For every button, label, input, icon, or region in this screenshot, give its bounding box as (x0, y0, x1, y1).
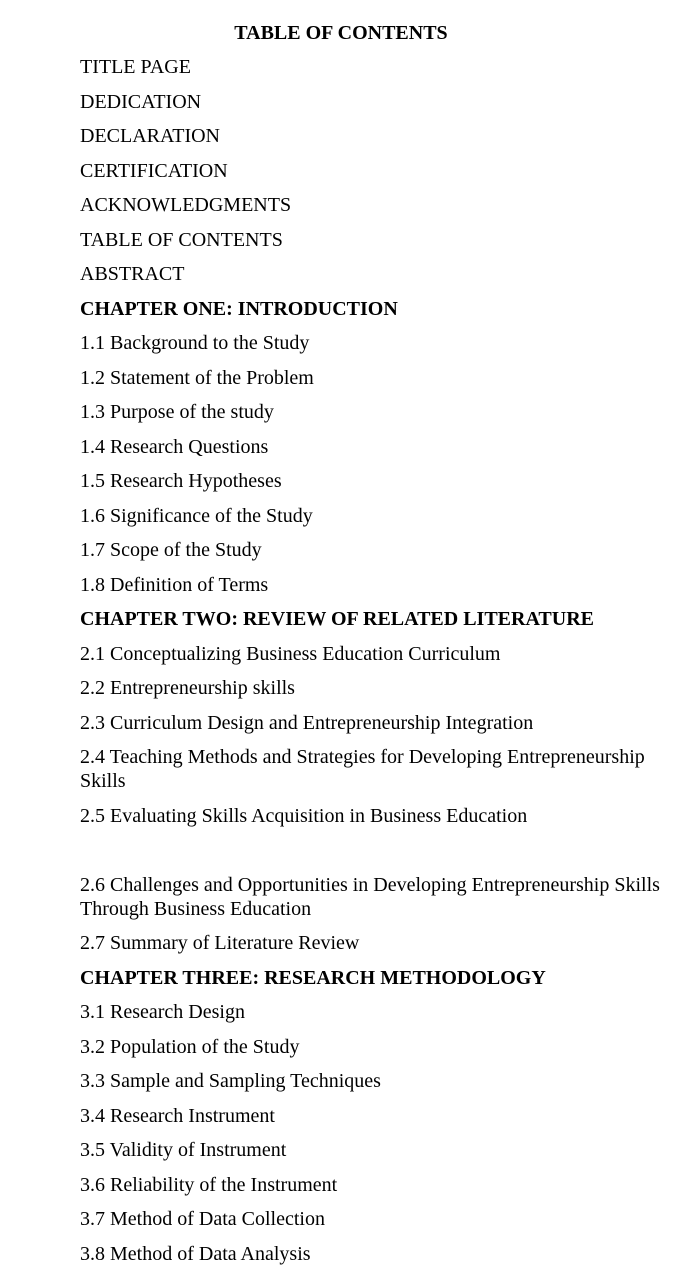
toc-entry: DECLARATION (80, 125, 220, 147)
toc-entry: 3.5 Validity of Instrument (80, 1139, 287, 1161)
toc-chapter-heading: CHAPTER ONE: INTRODUCTION (80, 297, 398, 320)
toc-entry: 1.6 Significance of the Study (80, 504, 313, 527)
page-title: TABLE OF CONTENTS (234, 22, 448, 44)
toc-entry: 3.1 Research Design (80, 1001, 245, 1023)
toc-entry: 1.8 Definition of Terms (80, 573, 269, 596)
toc-entry: 3.3 Sample and Sampling Techniques (80, 1070, 381, 1092)
toc-entry: DEDICATION (80, 90, 202, 113)
toc-entry: 1.5 Research Hypotheses (80, 470, 282, 492)
toc-chapter-heading: CHAPTER TWO: REVIEW OF RELATED LITERATURE (80, 608, 594, 630)
toc-entry: 2.4 Teaching Methods and Strategies for Developing Entrepreneurship Skills (80, 746, 645, 792)
toc-entry: 2.2 Entrepreneurship skills (80, 677, 295, 699)
toc-entry: 1.3 Purpose of the study (80, 401, 274, 423)
toc-entry: 2.5 Evaluating Skills Acquisition in Business Education (80, 804, 528, 827)
toc-entry: TABLE OF CONTENTS (80, 228, 283, 251)
toc-entry: CERTIFICATION (80, 159, 228, 182)
toc-entry: 2.7 Summary of Literature Review (80, 932, 360, 954)
toc-entry: 1.1 Background to the Study (80, 332, 310, 354)
toc-entry: 3.8 Method of Data Analysis (80, 1242, 311, 1265)
toc-entry: TITLE PAGE (80, 56, 191, 78)
toc-entry: 2.3 Curriculum Design and Entrepreneurship Integration (80, 711, 534, 734)
toc-entry: ABSTRACT (80, 263, 185, 285)
toc-entry: 3.6 Reliability of the Instrument (80, 1173, 338, 1196)
toc-entry: 1.7 Scope of the Study (80, 539, 262, 561)
toc-chapter-heading: CHAPTER THREE: RESEARCH METHODOLOGY (80, 966, 546, 989)
toc-entry: 3.4 Research Instrument (80, 1104, 275, 1127)
toc-entry: ACKNOWLEDGMENTS (80, 194, 292, 216)
toc-list (80, 55, 660, 1276)
toc-entry: 2.1 Conceptualizing Business Education Curriculum (80, 642, 501, 665)
toc-entry: 1.2 Statement of the Problem (80, 366, 314, 389)
toc-entry: 3.2 Population of the Study (80, 1035, 300, 1058)
toc-entry: 3.7 Method of Data Collection (80, 1208, 325, 1230)
toc-entry: 2.6 Challenges and Opportunities in Developing Entrepreneurship Skills Through Business Education (80, 873, 660, 920)
toc-entry: 1.4 Research Questions (80, 435, 269, 458)
